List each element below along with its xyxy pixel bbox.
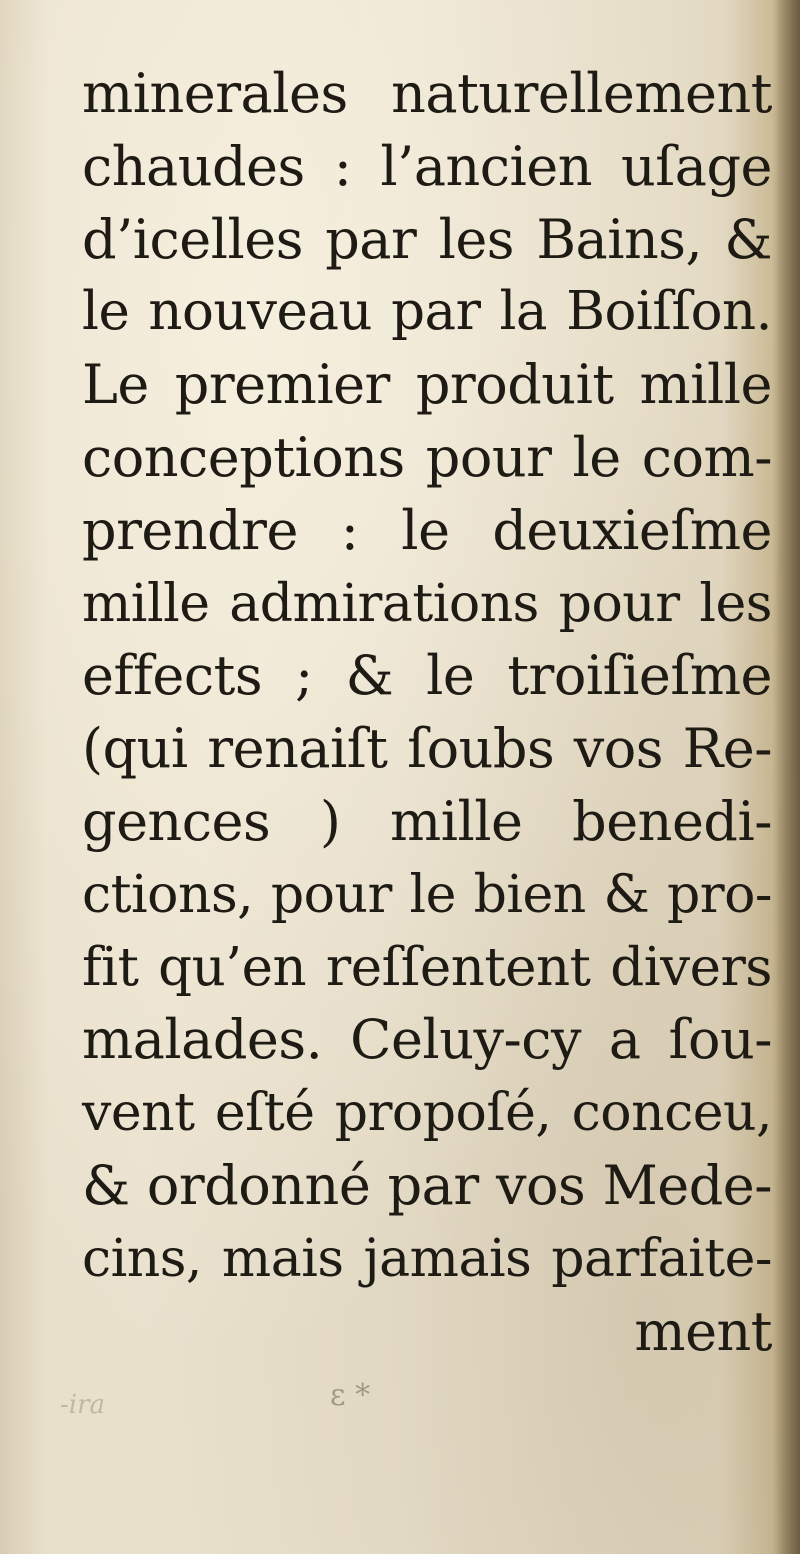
text-line: malades. Celuy-cy a ſou-: [82, 1008, 772, 1072]
page-gutter-shadow: [772, 0, 800, 1554]
text-line: minerales naturellement: [82, 62, 772, 125]
text-line: effects ; & le troiſieſme: [82, 644, 772, 708]
text-line: gences ) mille benedi-: [82, 789, 772, 853]
text-line: (qui renaiſt ſoubs vos Re-: [82, 717, 772, 781]
text-line: ctions, pour le bien & pro-: [82, 864, 772, 925]
catchword: ment: [634, 1299, 772, 1363]
text-line: le nouveau par la Boiſſon.: [82, 281, 772, 343]
signature-mark: ε *: [330, 1378, 371, 1413]
text-line: prendre : le deuxieſme: [82, 498, 772, 562]
text-line: Le premier produit mille: [82, 353, 772, 417]
body-text: [82, 58, 772, 1368]
text-line: & ordonné par vos Mede-: [82, 1153, 772, 1217]
text-line: mille admirations pour les: [82, 573, 772, 634]
text-line: d’icelles par les Bains, &: [82, 207, 772, 271]
bleed-through-text: -ira: [60, 1390, 106, 1420]
text-line: conceptions pour le com-: [82, 425, 772, 489]
text-line: vent eſté propoſé, conceu,: [82, 1083, 772, 1144]
text-line: cins, mais jamais parfaite-: [82, 1228, 772, 1289]
text-line: chaudes : l’ancien uſage: [82, 134, 772, 198]
text-line: fit qu’en reſſentent divers: [82, 936, 772, 998]
